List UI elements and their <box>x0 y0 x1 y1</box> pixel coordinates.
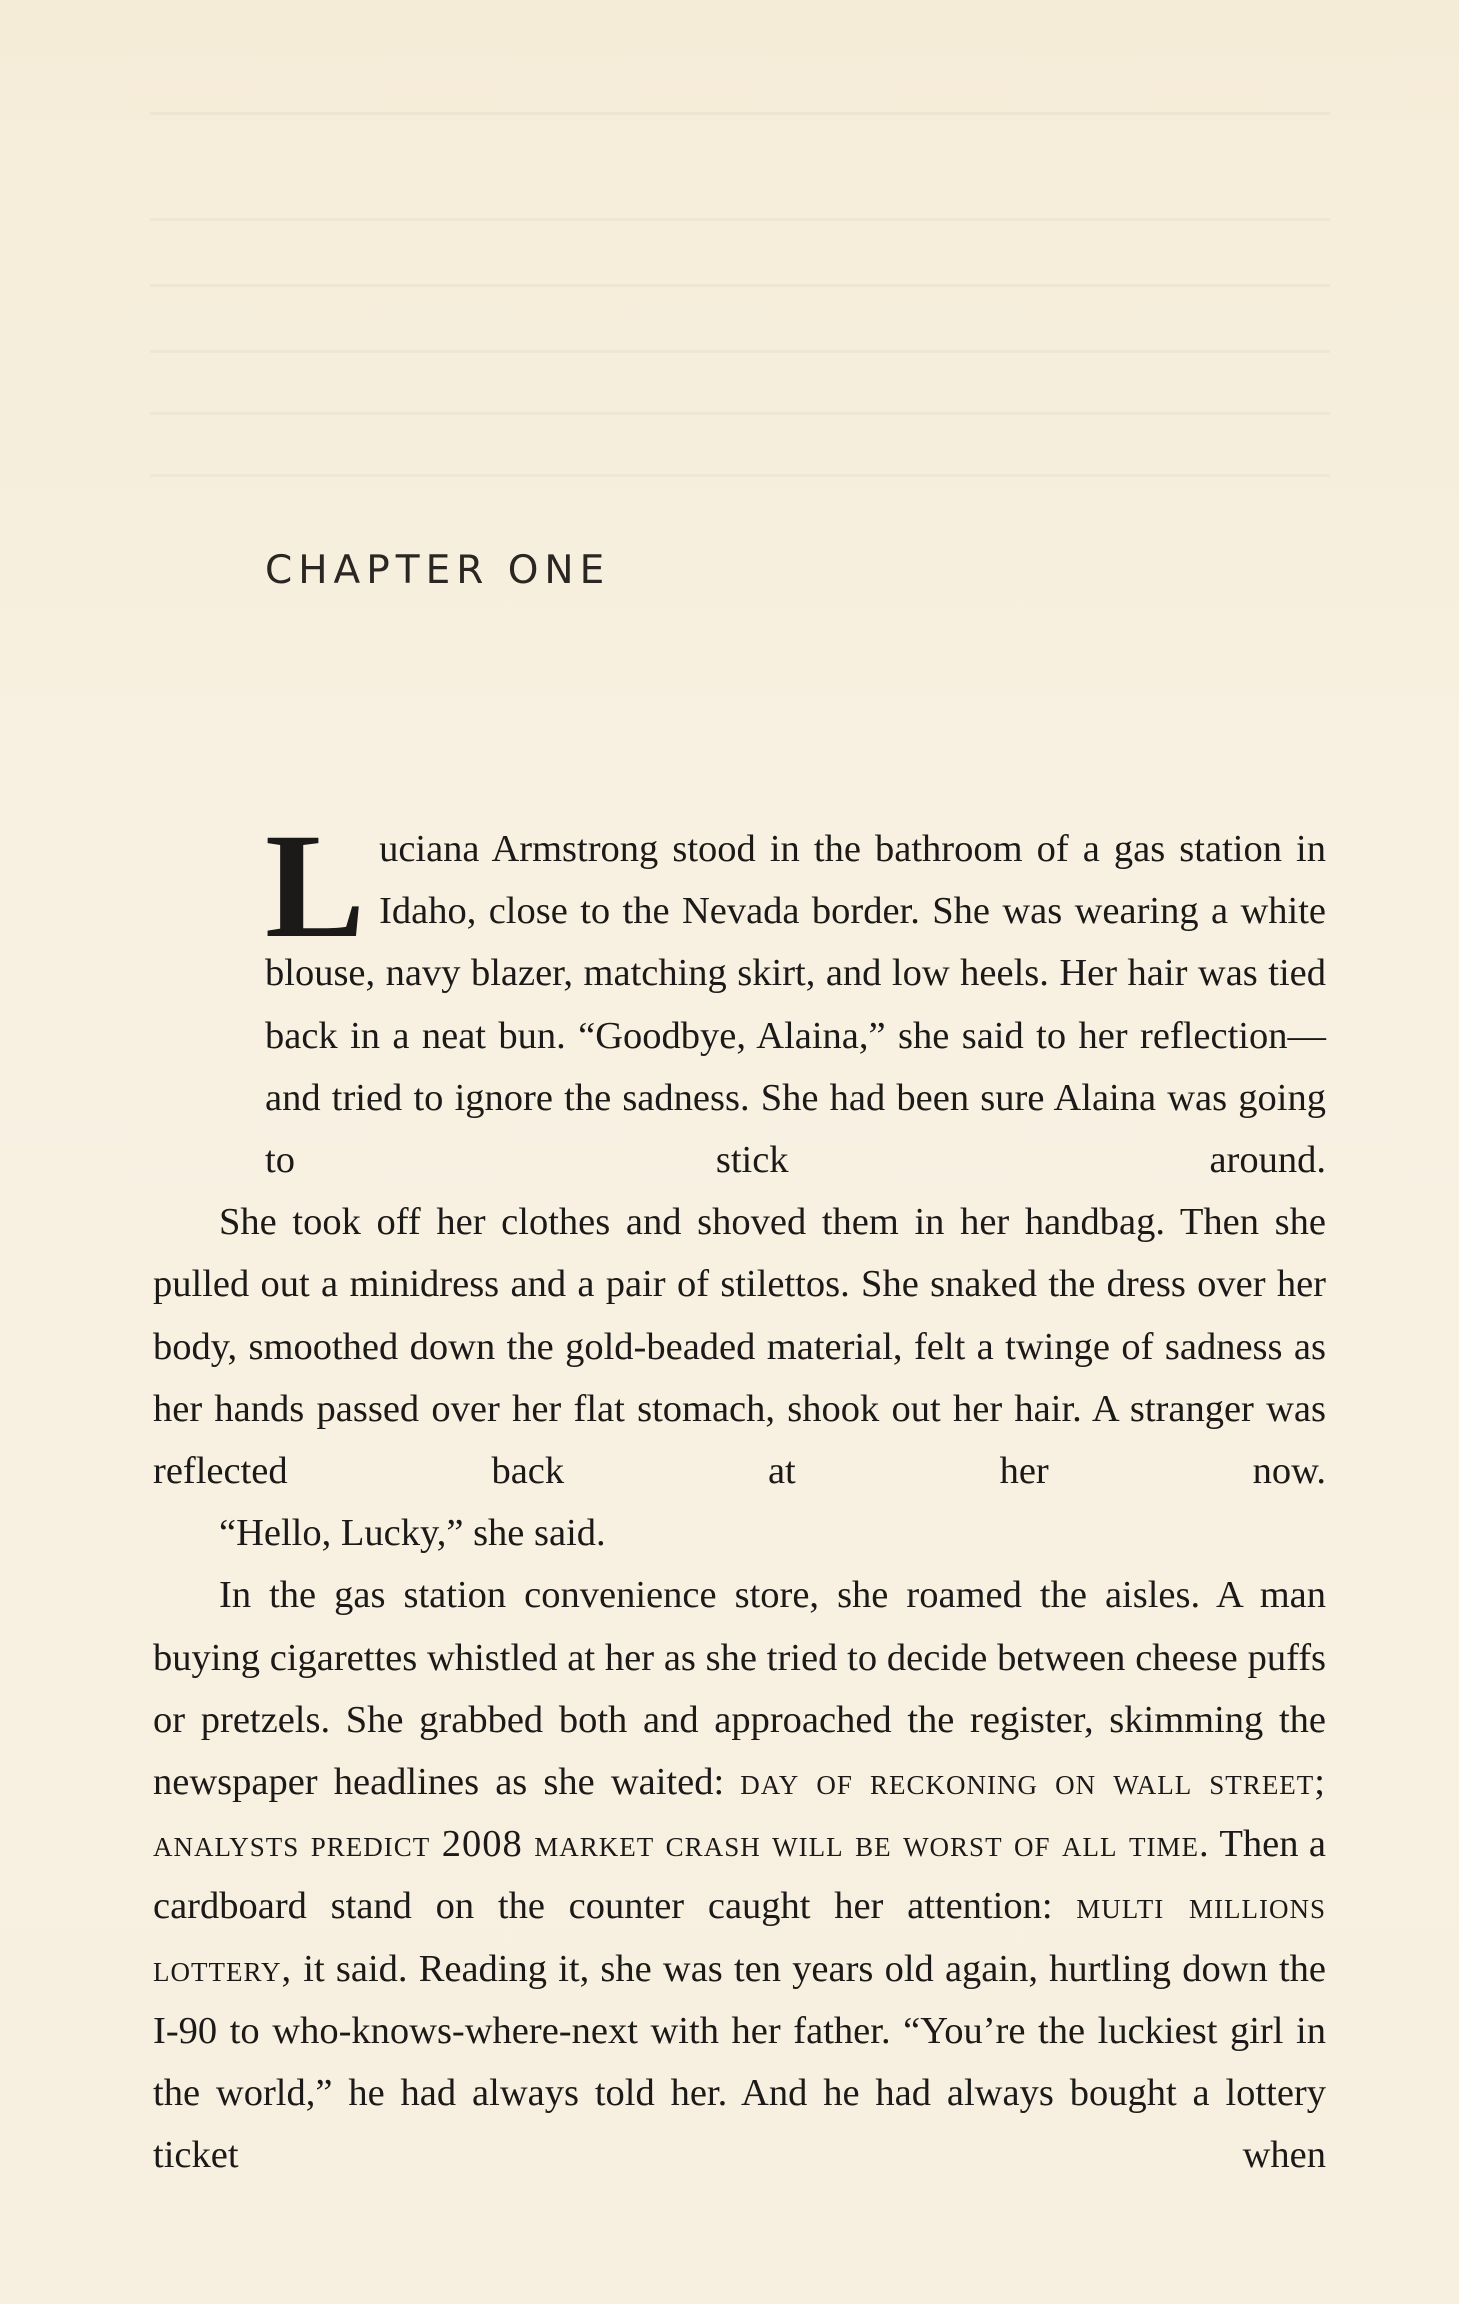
paragraph-3: “Hello, Lucky,” she said. <box>219 1512 606 1555</box>
paragraph-2: She took off her clothes and shoved them in her handbag. Then she pulled out a minidress and a pair of stilettos. She snaked the dress over her body, smoothed down the gold-beaded material, felt a twinge of sadness as her hands passed over her flat stomach, shook out her hair. A stranger was reflected back at her now. <box>153 1201 1326 1493</box>
newspaper-headline: day of reckoning on wall street; analysts predict 2008 market crash will be worst of all time. <box>153 1761 1326 1866</box>
chapter-heading: CHAPTER ONE <box>265 548 611 593</box>
lottery-sign-text: multi millions lottery, <box>153 1885 1326 1990</box>
show-through-line <box>150 474 1330 477</box>
show-through-line <box>150 350 1330 353</box>
paragraph-4-text-before: In the gas station convenience store, she roamed the aisles. A man buying cigarettes whistled at her as she tried to decide between cheese puffs or pretzels. She grabbed both and approached the register, skimming the newspaper headlines as she waited: <box>153 1574 1326 1804</box>
show-through-line <box>150 218 1330 221</box>
paragraph-4-text-middle: Then a cardboard stand on the counter caught her attention: <box>153 1823 1327 1928</box>
show-through-line <box>150 412 1330 415</box>
show-through-line <box>150 284 1330 287</box>
paragraph-1 <box>153 803 1326 1191</box>
show-through-line <box>150 112 1330 115</box>
body-text <box>153 803 1327 2186</box>
drop-cap: L <box>265 803 366 969</box>
paragraph-1-text: uciana Armstrong stood in the bathroom of a gas station in Idaho, close to the Nevada border. She was wearing a white blouse, navy blazer, matching skirt, and low heels. Her hair was tied back in a neat bun. “Goodbye, Alaina,” she said to her reflection—and tried to ignore the sadness. She had been sure Alaina was going to stick around. <box>265 828 1326 1182</box>
paragraph-4 <box>153 1564 1326 2186</box>
paragraph-4-text-after: it said. Reading it, she was ten years old again, hurtling down the I-90 to who-knows-where-next with her father. “You’re the luckiest girl in the world,” he had always told her. And he had always bought a lottery ticket when <box>153 1947 1326 2177</box>
